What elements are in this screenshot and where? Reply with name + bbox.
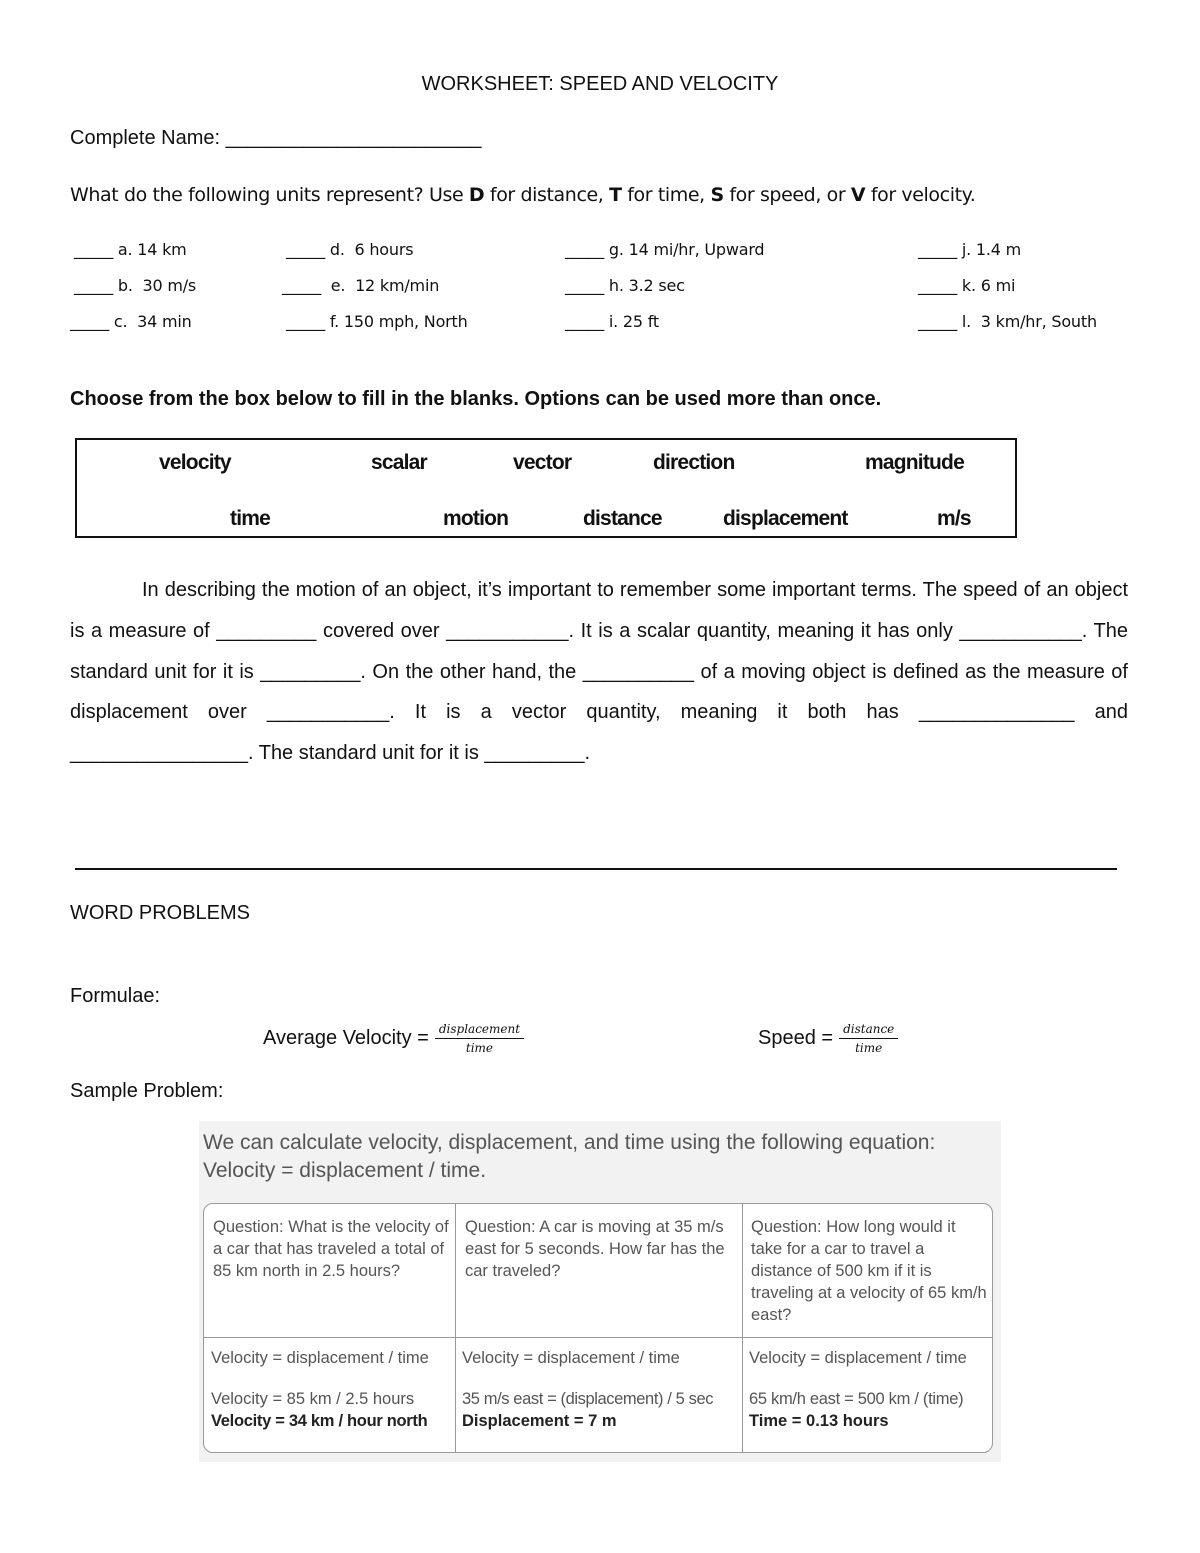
formula-numerator: distance (839, 1022, 898, 1039)
table-row-divider (204, 1337, 992, 1338)
unit-item-k: _____ k. 6 mi (918, 276, 1016, 295)
unit-item-b: _____ b. 30 m/s (74, 276, 197, 295)
sample-intro-text: We can calculate velocity, displacement, and time using the following equation: Velocity = displacement / time. (203, 1131, 936, 1182)
word-time: time (230, 507, 270, 530)
fill-in-paragraph (70, 570, 1128, 774)
q1-v: V (850, 184, 866, 206)
q1-text: for distance, (484, 184, 610, 206)
question-fill-blanks: Choose from the box below to fill in the blanks. Options can be used more than once. (70, 388, 882, 410)
sample-problem-label: Sample Problem: (70, 1080, 224, 1102)
formula-denominator: time (465, 1041, 494, 1055)
unit-item-j: _____ j. 1.4 m (918, 240, 1022, 259)
unit-item-a: _____ a. 14 km (74, 240, 187, 259)
word-displacement: displacement (723, 507, 848, 530)
unit-item-g: _____ g. 14 mi/hr, Upward (565, 240, 765, 259)
complete-name-field: Complete Name: _______________________ (70, 127, 482, 149)
worksheet-title: WORKSHEET: SPEED AND VELOCITY (421, 73, 779, 95)
section-divider (75, 868, 1117, 870)
q1-s: S (710, 184, 724, 206)
formula-label: Average Velocity = (263, 1027, 429, 1049)
word-vector: vector (513, 451, 572, 474)
formula-label: Speed = (758, 1027, 834, 1049)
unit-item-l: _____ l. 3 km/hr, South (918, 312, 1097, 331)
table-column-divider (455, 1204, 456, 1452)
q1-text: for time, (621, 184, 711, 206)
question-cell: Question: How long would it take for a car to travel a distance of 500 km if it is traveling at a velocity of 65 km/h east? (751, 1218, 987, 1324)
unit-item-f: _____ f. 150 mph, North (286, 312, 468, 331)
formula-fraction (839, 1022, 898, 1055)
sample-problem-table (203, 1203, 993, 1453)
work-cell: Velocity = 85 km / 2.5 hours (211, 1390, 415, 1408)
unit-item-c: _____ c. 34 min (70, 312, 192, 331)
speed-formula (758, 1022, 898, 1055)
unit-item-i: _____ i. 25 ft (565, 312, 659, 331)
q1-text: for velocity. (865, 184, 976, 206)
word-velocity: velocity (159, 451, 231, 474)
average-velocity-formula (263, 1022, 524, 1055)
question-units (70, 184, 975, 206)
word-distance: distance (583, 507, 662, 530)
unit-item-e: _____ e. 12 km/min (282, 276, 440, 295)
formula-cell: Velocity = displacement / time (749, 1349, 967, 1367)
question-cell: Question: What is the velocity of a car that has traveled a total of 85 km north in 2.5 hours? (213, 1218, 449, 1280)
formula-denominator: time (855, 1041, 883, 1055)
q1-t: T (609, 184, 622, 206)
word-scalar: scalar (371, 451, 427, 474)
word-box (75, 438, 1017, 538)
word-direction: direction (653, 451, 735, 474)
work-cell: 35 m/s east = (displacement) / 5 sec (462, 1390, 714, 1408)
table-column-divider (742, 1204, 743, 1452)
sample-problem-image (199, 1121, 1001, 1462)
formulae-label: Formulae: (70, 985, 161, 1007)
answer-cell: Time = 0.13 hours (749, 1412, 889, 1430)
word-problems-heading: WORD PROBLEMS (70, 902, 251, 924)
paragraph-text: In describing the motion of an object, it’s important to remember some important terms. The speed of an object is a measure of _________ covered over ___________. It is a scalar quantity, meaning it has only ___________. The standard unit for it is _________. On the other hand, the __________ of a moving object is defined as the measure of displacement over ___________. It is a vector quantity, meaning it both has ______________ and ________________. The standard unit for it is _________. (70, 579, 1128, 765)
work-cell: 65 km/h east = 500 km / (time) (749, 1390, 964, 1408)
q1-text: for speed, or (723, 184, 851, 206)
q1-d: D (468, 184, 485, 206)
formula-numerator: displacement (435, 1022, 524, 1039)
formula-fraction (435, 1022, 524, 1055)
unit-item-h: _____ h. 3.2 sec (565, 276, 685, 295)
formula-cell: Velocity = displacement / time (211, 1349, 429, 1367)
unit-item-d: _____ d. 6 hours (286, 240, 414, 259)
answer-cell: Velocity = 34 km / hour north (211, 1412, 428, 1430)
question-cell: Question: A car is moving at 35 m/s east for 5 seconds. How far has the car traveled? (465, 1218, 725, 1280)
answer-cell: Displacement = 7 m (462, 1412, 617, 1430)
word-motion: motion (443, 507, 509, 530)
q1-text: What do the following units represent? Use (70, 184, 469, 206)
formula-cell: Velocity = displacement / time (462, 1349, 680, 1367)
word-magnitude: magnitude (865, 451, 964, 474)
word-ms: m/s (937, 507, 971, 530)
